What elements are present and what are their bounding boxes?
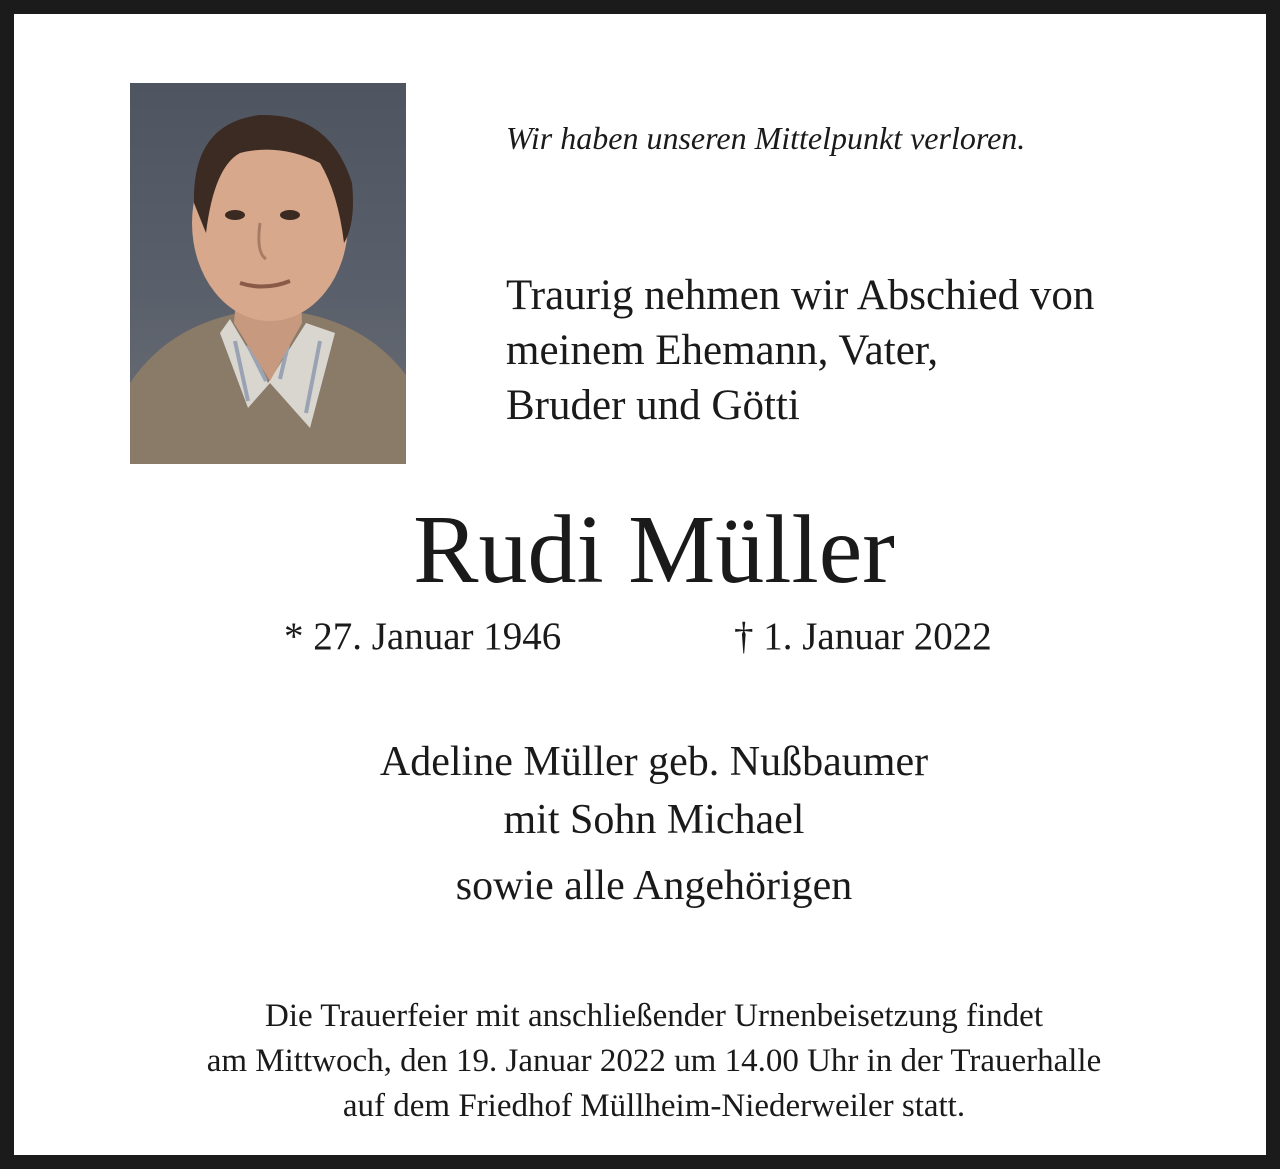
service-line: am Mittwoch, den 19. Januar 2022 um 14.00 Uhr in der Trauerhalle bbox=[206, 1043, 1102, 1079]
mourner-line: mit Sohn Michael bbox=[503, 797, 805, 843]
intro-text bbox=[506, 268, 1094, 433]
portrait-illustration bbox=[130, 83, 406, 464]
intro-line: Bruder und Götti bbox=[506, 382, 800, 429]
service-line: auf dem Friedhof Müllheim-Niederweiler statt. bbox=[342, 1088, 966, 1124]
mourner-line: Adeline Müller geb. Nußbaumer bbox=[379, 739, 929, 785]
portrait-photo bbox=[130, 83, 406, 464]
deceased-name: Rudi Müller bbox=[413, 496, 895, 604]
motto-line: Wir haben unseren Mittelpunkt verloren. bbox=[506, 120, 1026, 156]
intro-line: meinem Ehemann, Vater, bbox=[506, 327, 939, 374]
intro-line: Traurig nehmen wir Abschied von bbox=[506, 272, 1095, 319]
birth-date: * 27. Januar 1946 bbox=[284, 615, 562, 658]
death-date: † 1. Januar 2022 bbox=[734, 615, 992, 658]
mourners-block bbox=[14, 736, 1280, 918]
mourner-line: sowie alle Angehörigen bbox=[455, 863, 853, 909]
service-line: Die Trauerfeier mit anschließender Urnenbeisetzung findet bbox=[265, 998, 1043, 1034]
service-info bbox=[14, 994, 1280, 1129]
